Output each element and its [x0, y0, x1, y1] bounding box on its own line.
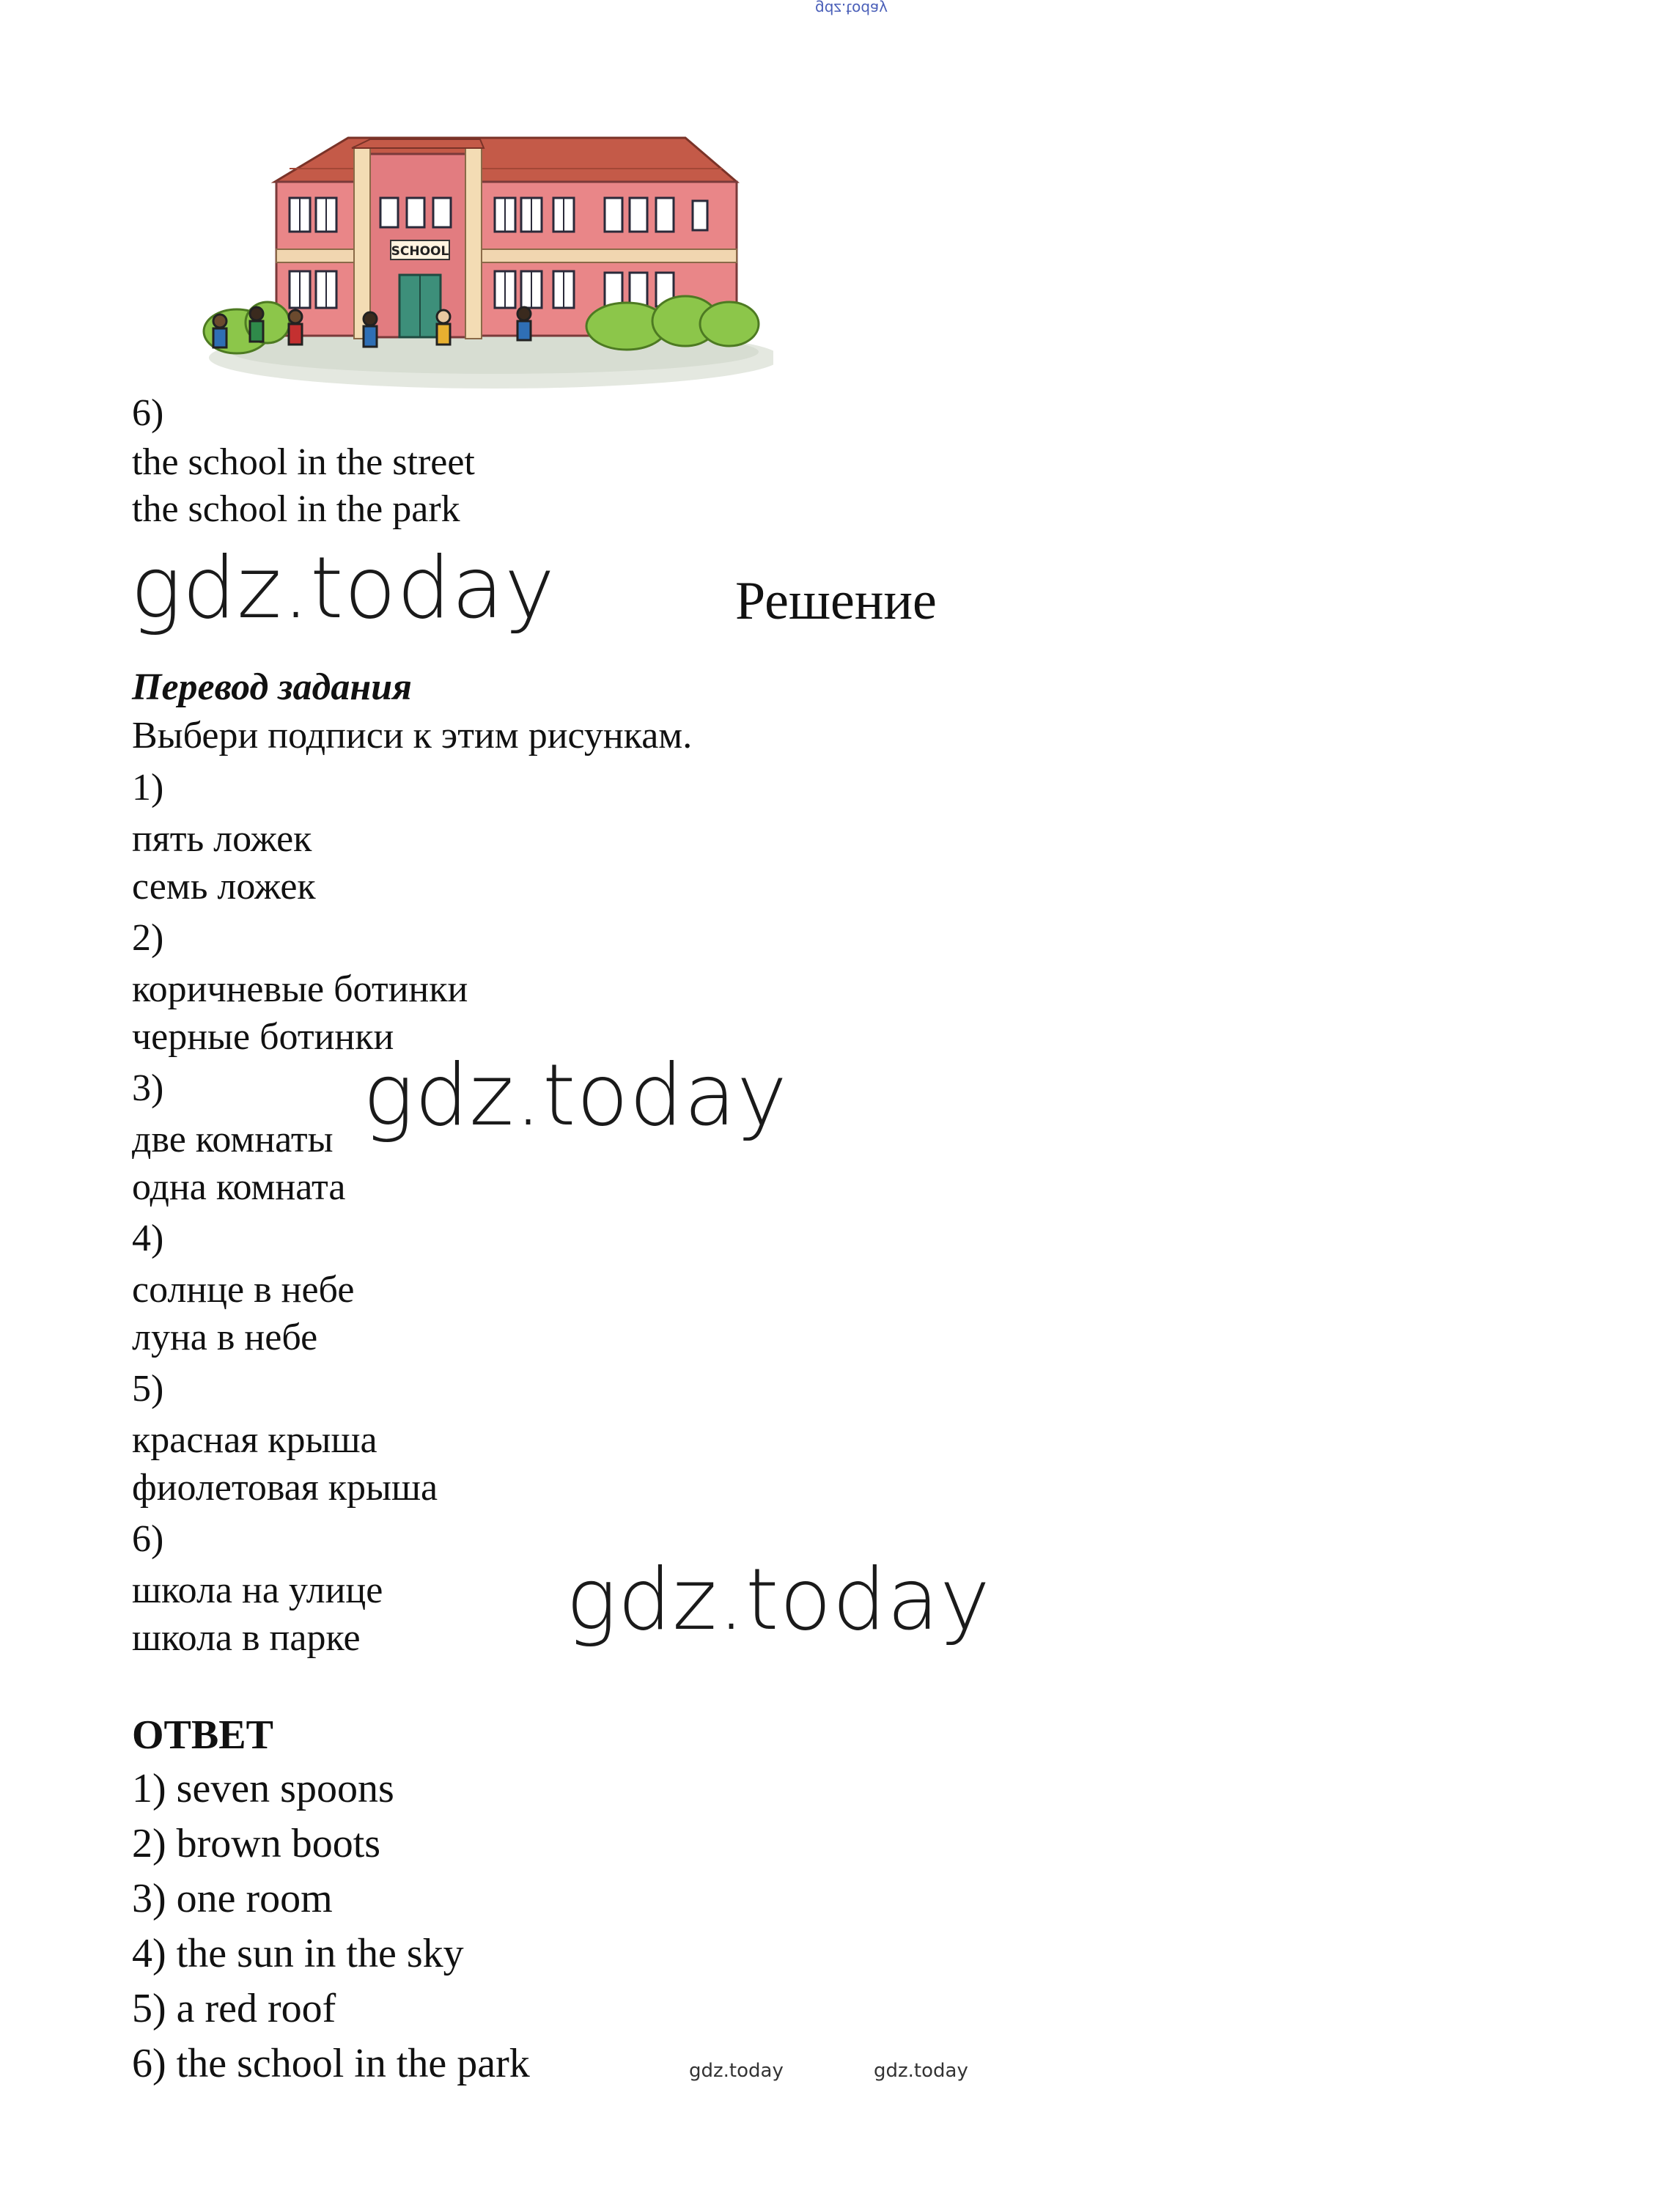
translation-item-number: 4)	[132, 1218, 164, 1259]
translation-item-a: две комнаты	[132, 1119, 334, 1160]
answer-line: 3) one room	[132, 1876, 333, 1921]
answer-line: 6) the school in the park	[132, 2041, 530, 2086]
translation-item-a: коричневые ботинки	[132, 968, 468, 1010]
top-watermark: gdz.today	[815, 0, 888, 18]
watermark: gdz.today	[363, 1046, 788, 1145]
answer-line: 5) a red roof	[132, 1986, 336, 2031]
translation-item-a: школа на улице	[132, 1569, 383, 1611]
translation-item-b: луна в небе	[132, 1317, 318, 1358]
translation-item-number: 5)	[132, 1368, 164, 1410]
task-number: 6)	[132, 392, 164, 434]
school-illustration	[187, 125, 773, 432]
watermark-small: gdz.today	[874, 2060, 968, 2082]
school-sign: SCHOOL	[391, 244, 449, 259]
translation-item-number: 1)	[132, 767, 164, 809]
watermark-small: gdz.today	[689, 2060, 784, 2082]
translation-item-number: 3)	[132, 1067, 164, 1109]
translation-instruction: Выбери подписи к этим рисункам.	[132, 715, 693, 757]
translation-item-b: фиолетовая крыша	[132, 1467, 438, 1509]
task-option-1: the school in the street	[132, 441, 475, 483]
watermark: gdz.today	[566, 1550, 991, 1649]
task-option-2: the school in the park	[132, 488, 460, 530]
translation-item-a: солнце в небе	[132, 1269, 355, 1311]
solution-title: Решение	[735, 571, 937, 631]
answer-line: 2) brown boots	[132, 1821, 381, 1866]
translation-item-number: 6)	[132, 1518, 164, 1560]
answer-heading: ОТВЕТ	[132, 1712, 273, 1758]
answer-line: 4) the sun in the sky	[132, 1931, 464, 1976]
translation-item-number: 2)	[132, 917, 164, 959]
watermark: gdz.today	[130, 539, 556, 638]
answer-line: 1) seven spoons	[132, 1766, 394, 1811]
translation-item-a: пять ложек	[132, 818, 312, 860]
translation-item-b: школа в парке	[132, 1617, 361, 1659]
translation-item-b: семь ложек	[132, 866, 316, 908]
translation-item-a: красная крыша	[132, 1419, 377, 1461]
translation-item-b: одна комната	[132, 1166, 346, 1208]
translation-heading: Перевод задания	[132, 666, 412, 708]
translation-item-b: черные ботинки	[132, 1016, 394, 1058]
